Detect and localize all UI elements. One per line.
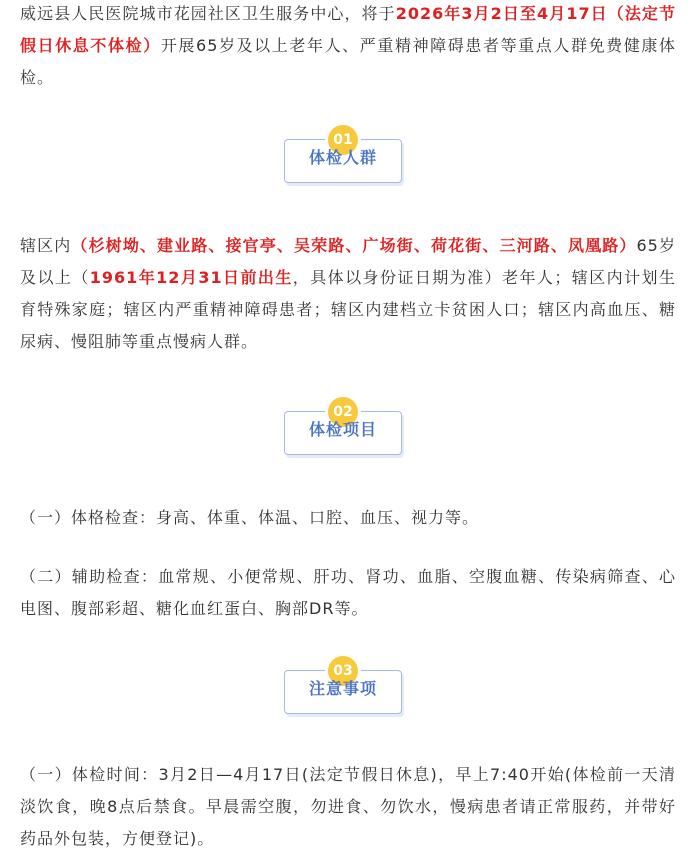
population-prefix: 辖区内 [20, 236, 72, 255]
section-title: 体检人群 [308, 148, 377, 167]
population-districts: （杉树坳、建业路、接官亭、吴荣路、广场街、荷花街、三河路、凤凰路） [71, 236, 637, 255]
intro-text-2: 开展65岁及以上老年人、严重精神障碍患者等重点人群免费健康体检。 [20, 36, 676, 87]
section-heading-items [284, 397, 402, 453]
intro-text-1: 威远县人民医院城市花园社区卫生服务中心，将于 [20, 4, 396, 23]
auxiliary-exam-paragraph: （二）辅助检查：血常规、小便常规、肝功、肾功、血脂、空腹血糖、传染病筛查、心电图、腹部彩超、糖化血红蛋白、胸部DR等。 [20, 567, 676, 618]
physical-exam-paragraph: （一）体格检查：身高、体重、体温、口腔、血压、视力等。 [20, 508, 480, 527]
section-number-badge: 01 [328, 125, 358, 155]
exam-time-paragraph: （一）体检时间：3月2日—4月17日(法定节假日休息)，早上7:40开始(体检前一天清淡饮食，晚8点后禁食。早晨需空腹，勿进食、勿饮水，慢病患者请正常服药，并带好药品外包装，方便登记)。 [20, 765, 676, 848]
population-birth-cutoff: 1961年12月31日前出生 [89, 268, 293, 287]
section-number-badge: 03 [328, 656, 358, 686]
population-age-text: 65岁及以上（ [20, 236, 676, 287]
section-title: 注意事项 [308, 679, 377, 698]
population-rest: ，具体以身份证日期为准）老年人；辖区内计划生育特殊家庭；辖区内严重精神障碍患者；辖区内建档立卡贫困人口；辖区内高血压、糖尿病、慢阻肺等重点慢病人群。 [20, 268, 676, 351]
section-heading-notes [284, 656, 402, 712]
section-title: 体检项目 [308, 420, 377, 439]
intro-date-highlight: 2026年3月2日至4月17日（法定节假日休息不体检） [20, 4, 676, 55]
intro-paragraph [20, 0, 676, 94]
section-heading-population [284, 125, 402, 181]
population-paragraph [20, 230, 676, 358]
section-number-badge: 02 [328, 397, 358, 427]
